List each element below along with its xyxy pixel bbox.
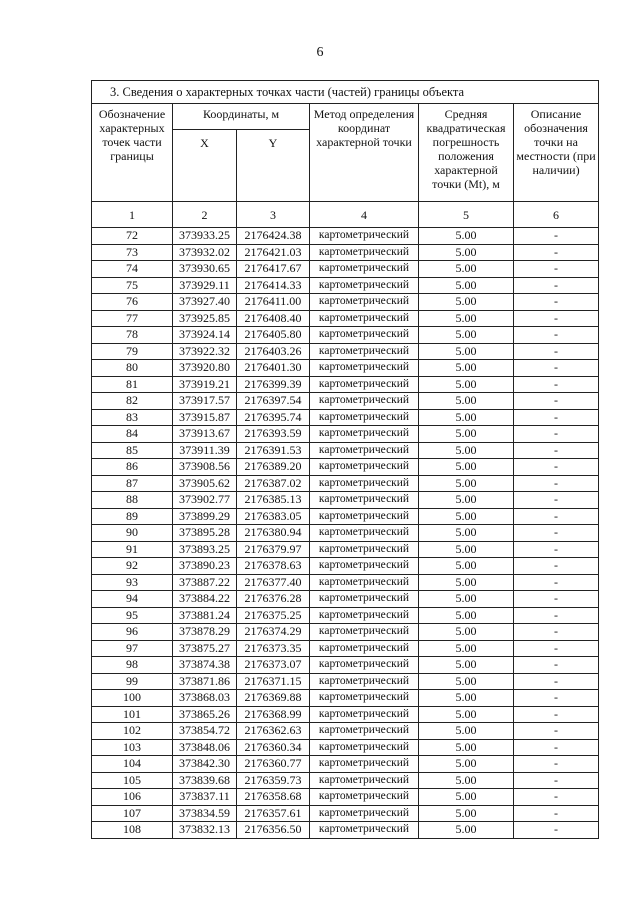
- table-row: [92, 607, 599, 624]
- cell-accuracy: 5.00: [419, 294, 514, 311]
- cell-accuracy: 5.00: [419, 690, 514, 707]
- cell-point-number: 99: [92, 673, 173, 690]
- cell-description: -: [514, 393, 599, 410]
- cell-point-number: 105: [92, 772, 173, 789]
- cell-y: 2176375.25: [237, 607, 310, 624]
- table-row: [92, 657, 599, 674]
- table-row: [92, 327, 599, 344]
- cell-y: 2176397.54: [237, 393, 310, 410]
- table-row: [92, 772, 599, 789]
- cell-accuracy: 5.00: [419, 277, 514, 294]
- header-method: Метод определения координат характерной точки: [310, 104, 419, 202]
- cell-description: -: [514, 244, 599, 261]
- cell-y: 2176380.94: [237, 525, 310, 542]
- cell-method: картометрический: [310, 525, 419, 542]
- cell-y: 2176379.97: [237, 541, 310, 558]
- cell-x: 373834.59: [173, 805, 237, 822]
- cell-description: -: [514, 442, 599, 459]
- table-row: [92, 525, 599, 542]
- cell-method: картометрический: [310, 558, 419, 575]
- cell-x: 373925.85: [173, 310, 237, 327]
- cell-description: -: [514, 739, 599, 756]
- cell-x: 373924.14: [173, 327, 237, 344]
- cell-point-number: 95: [92, 607, 173, 624]
- cell-accuracy: 5.00: [419, 558, 514, 575]
- cell-description: -: [514, 277, 599, 294]
- section-title-row: [92, 81, 599, 104]
- cell-point-number: 74: [92, 261, 173, 278]
- table-row: [92, 673, 599, 690]
- cell-point-number: 84: [92, 426, 173, 443]
- table-row: [92, 805, 599, 822]
- cell-description: -: [514, 310, 599, 327]
- table-row: [92, 558, 599, 575]
- cell-method: картометрический: [310, 360, 419, 377]
- cell-y: 2176368.99: [237, 706, 310, 723]
- cell-accuracy: 5.00: [419, 706, 514, 723]
- cell-point-number: 103: [92, 739, 173, 756]
- section-title: 3. Сведения о характерных точках части (частей) границы объекта: [92, 81, 599, 104]
- table-row: [92, 244, 599, 261]
- cell-point-number: 104: [92, 756, 173, 773]
- cell-point-number: 108: [92, 822, 173, 839]
- cell-description: -: [514, 805, 599, 822]
- cell-accuracy: 5.00: [419, 475, 514, 492]
- cell-x: 373887.22: [173, 574, 237, 591]
- cell-description: -: [514, 574, 599, 591]
- cell-point-number: 75: [92, 277, 173, 294]
- cell-method: картометрический: [310, 294, 419, 311]
- cell-y: 2176417.67: [237, 261, 310, 278]
- table-row: [92, 756, 599, 773]
- cell-x: 373878.29: [173, 624, 237, 641]
- cell-y: 2176424.38: [237, 228, 310, 245]
- cell-point-number: 106: [92, 789, 173, 806]
- cell-point-number: 94: [92, 591, 173, 608]
- cell-point-number: 76: [92, 294, 173, 311]
- cell-accuracy: 5.00: [419, 624, 514, 641]
- cell-x: 373893.25: [173, 541, 237, 558]
- table-row: [92, 789, 599, 806]
- cell-accuracy: 5.00: [419, 723, 514, 740]
- cell-method: картометрический: [310, 228, 419, 245]
- cell-description: -: [514, 756, 599, 773]
- cell-point-number: 93: [92, 574, 173, 591]
- cell-accuracy: 5.00: [419, 772, 514, 789]
- cell-x: 373868.03: [173, 690, 237, 707]
- cell-method: картометрический: [310, 459, 419, 476]
- cell-method: картометрический: [310, 261, 419, 278]
- cell-x: 373917.57: [173, 393, 237, 410]
- cell-y: 2176376.28: [237, 591, 310, 608]
- cell-x: 373837.11: [173, 789, 237, 806]
- cell-x: 373932.02: [173, 244, 237, 261]
- cell-point-number: 77: [92, 310, 173, 327]
- cell-description: -: [514, 624, 599, 641]
- cell-x: 373839.68: [173, 772, 237, 789]
- cell-y: 2176374.29: [237, 624, 310, 641]
- cell-x: 373911.39: [173, 442, 237, 459]
- cell-y: 2176387.02: [237, 475, 310, 492]
- cell-method: картометрический: [310, 343, 419, 360]
- table-row: [92, 261, 599, 278]
- boundary-points-table: [91, 80, 599, 839]
- cell-point-number: 88: [92, 492, 173, 509]
- cell-point-number: 78: [92, 327, 173, 344]
- cell-description: -: [514, 723, 599, 740]
- cell-accuracy: 5.00: [419, 228, 514, 245]
- cell-x: 373865.26: [173, 706, 237, 723]
- cell-accuracy: 5.00: [419, 673, 514, 690]
- table-row: [92, 426, 599, 443]
- cell-method: картометрический: [310, 673, 419, 690]
- cell-method: картометрический: [310, 376, 419, 393]
- table-row: [92, 409, 599, 426]
- cell-y: 2176405.80: [237, 327, 310, 344]
- column-number: 2: [173, 202, 237, 228]
- cell-y: 2176373.07: [237, 657, 310, 674]
- cell-y: 2176356.50: [237, 822, 310, 839]
- cell-description: -: [514, 525, 599, 542]
- cell-y: 2176401.30: [237, 360, 310, 377]
- cell-y: 2176358.68: [237, 789, 310, 806]
- cell-x: 373881.24: [173, 607, 237, 624]
- cell-point-number: 97: [92, 640, 173, 657]
- cell-point-number: 87: [92, 475, 173, 492]
- cell-x: 373930.65: [173, 261, 237, 278]
- table-row: [92, 591, 599, 608]
- cell-accuracy: 5.00: [419, 541, 514, 558]
- cell-description: -: [514, 772, 599, 789]
- cell-accuracy: 5.00: [419, 574, 514, 591]
- cell-method: картометрический: [310, 591, 419, 608]
- cell-x: 373919.21: [173, 376, 237, 393]
- table-row: [92, 343, 599, 360]
- table-row: [92, 277, 599, 294]
- cell-description: -: [514, 607, 599, 624]
- cell-x: 373871.86: [173, 673, 237, 690]
- table-row: [92, 624, 599, 641]
- cell-y: 2176360.34: [237, 739, 310, 756]
- cell-description: -: [514, 789, 599, 806]
- column-number: 6: [514, 202, 599, 228]
- cell-y: 2176408.40: [237, 310, 310, 327]
- cell-y: 2176377.40: [237, 574, 310, 591]
- cell-point-number: 86: [92, 459, 173, 476]
- cell-description: -: [514, 690, 599, 707]
- cell-point-number: 107: [92, 805, 173, 822]
- header-y: Y: [237, 130, 310, 202]
- cell-point-number: 91: [92, 541, 173, 558]
- cell-y: 2176414.33: [237, 277, 310, 294]
- cell-point-number: 92: [92, 558, 173, 575]
- cell-method: картометрический: [310, 244, 419, 261]
- cell-y: 2176369.88: [237, 690, 310, 707]
- cell-point-number: 98: [92, 657, 173, 674]
- cell-method: картометрический: [310, 640, 419, 657]
- cell-method: картометрический: [310, 706, 419, 723]
- cell-accuracy: 5.00: [419, 360, 514, 377]
- column-number: 1: [92, 202, 173, 228]
- cell-point-number: 82: [92, 393, 173, 410]
- cell-description: -: [514, 591, 599, 608]
- cell-point-number: 89: [92, 508, 173, 525]
- cell-y: 2176399.39: [237, 376, 310, 393]
- cell-method: картометрический: [310, 657, 419, 674]
- cell-x: 373929.11: [173, 277, 237, 294]
- cell-accuracy: 5.00: [419, 525, 514, 542]
- cell-method: картометрический: [310, 277, 419, 294]
- cell-method: картометрический: [310, 772, 419, 789]
- cell-description: -: [514, 475, 599, 492]
- cell-x: 373895.28: [173, 525, 237, 542]
- cell-y: 2176359.73: [237, 772, 310, 789]
- cell-y: 2176360.77: [237, 756, 310, 773]
- cell-method: картометрический: [310, 624, 419, 641]
- cell-x: 373890.23: [173, 558, 237, 575]
- cell-method: картометрический: [310, 310, 419, 327]
- cell-x: 373915.87: [173, 409, 237, 426]
- cell-method: картометрический: [310, 789, 419, 806]
- cell-accuracy: 5.00: [419, 442, 514, 459]
- cell-point-number: 85: [92, 442, 173, 459]
- cell-y: 2176378.63: [237, 558, 310, 575]
- cell-accuracy: 5.00: [419, 409, 514, 426]
- cell-y: 2176371.15: [237, 673, 310, 690]
- table-row: [92, 640, 599, 657]
- cell-accuracy: 5.00: [419, 805, 514, 822]
- cell-point-number: 79: [92, 343, 173, 360]
- column-number: 3: [237, 202, 310, 228]
- cell-y: 2176389.20: [237, 459, 310, 476]
- column-number-row: [92, 202, 599, 228]
- header-accuracy: Средняя квадратическая погрешность положения характерной точки (Mt), м: [419, 104, 514, 202]
- cell-method: картометрический: [310, 723, 419, 740]
- table-row: [92, 459, 599, 476]
- cell-description: -: [514, 261, 599, 278]
- cell-description: -: [514, 376, 599, 393]
- cell-point-number: 72: [92, 228, 173, 245]
- cell-x: 373927.40: [173, 294, 237, 311]
- cell-accuracy: 5.00: [419, 492, 514, 509]
- column-number: 5: [419, 202, 514, 228]
- cell-point-number: 81: [92, 376, 173, 393]
- cell-point-number: 102: [92, 723, 173, 740]
- cell-description: -: [514, 822, 599, 839]
- cell-accuracy: 5.00: [419, 310, 514, 327]
- cell-description: -: [514, 492, 599, 509]
- cell-x: 373899.29: [173, 508, 237, 525]
- table-row: [92, 739, 599, 756]
- table-row: [92, 541, 599, 558]
- cell-accuracy: 5.00: [419, 508, 514, 525]
- cell-accuracy: 5.00: [419, 739, 514, 756]
- cell-point-number: 73: [92, 244, 173, 261]
- cell-description: -: [514, 541, 599, 558]
- header-point-designation: Обозначение характерных точек части границы: [92, 104, 173, 202]
- cell-description: -: [514, 459, 599, 476]
- cell-y: 2176357.61: [237, 805, 310, 822]
- table-row: [92, 442, 599, 459]
- cell-x: 373922.32: [173, 343, 237, 360]
- cell-accuracy: 5.00: [419, 591, 514, 608]
- cell-description: -: [514, 640, 599, 657]
- cell-x: 373875.27: [173, 640, 237, 657]
- cell-method: картометрический: [310, 409, 419, 426]
- table-row: [92, 706, 599, 723]
- header-coordinates: Координаты, м: [173, 104, 310, 130]
- column-number: 4: [310, 202, 419, 228]
- cell-method: картометрический: [310, 822, 419, 839]
- cell-point-number: 83: [92, 409, 173, 426]
- cell-accuracy: 5.00: [419, 657, 514, 674]
- cell-description: -: [514, 558, 599, 575]
- cell-y: 2176391.53: [237, 442, 310, 459]
- cell-accuracy: 5.00: [419, 789, 514, 806]
- table-row: [92, 690, 599, 707]
- cell-x: 373884.22: [173, 591, 237, 608]
- cell-accuracy: 5.00: [419, 343, 514, 360]
- cell-accuracy: 5.00: [419, 607, 514, 624]
- cell-description: -: [514, 426, 599, 443]
- cell-x: 373832.13: [173, 822, 237, 839]
- cell-description: -: [514, 508, 599, 525]
- cell-method: картометрический: [310, 426, 419, 443]
- cell-y: 2176373.35: [237, 640, 310, 657]
- cell-point-number: 100: [92, 690, 173, 707]
- table-row: [92, 310, 599, 327]
- table-row: [92, 294, 599, 311]
- cell-description: -: [514, 294, 599, 311]
- cell-point-number: 96: [92, 624, 173, 641]
- cell-accuracy: 5.00: [419, 327, 514, 344]
- table-row: [92, 360, 599, 377]
- cell-point-number: 80: [92, 360, 173, 377]
- cell-description: -: [514, 327, 599, 344]
- cell-method: картометрический: [310, 393, 419, 410]
- cell-accuracy: 5.00: [419, 756, 514, 773]
- cell-x: 373842.30: [173, 756, 237, 773]
- cell-accuracy: 5.00: [419, 640, 514, 657]
- cell-y: 2176403.26: [237, 343, 310, 360]
- cell-point-number: 101: [92, 706, 173, 723]
- table-row: [92, 492, 599, 509]
- cell-method: картометрический: [310, 805, 419, 822]
- cell-description: -: [514, 228, 599, 245]
- cell-accuracy: 5.00: [419, 376, 514, 393]
- cell-y: 2176362.63: [237, 723, 310, 740]
- cell-description: -: [514, 673, 599, 690]
- header-description: Описание обозначения точки на местности (при наличии): [514, 104, 599, 202]
- cell-y: 2176393.59: [237, 426, 310, 443]
- cell-point-number: 90: [92, 525, 173, 542]
- table-row: [92, 508, 599, 525]
- cell-method: картометрический: [310, 541, 419, 558]
- table-row: [92, 822, 599, 839]
- cell-x: 373905.62: [173, 475, 237, 492]
- cell-x: 373908.56: [173, 459, 237, 476]
- table-row: [92, 228, 599, 245]
- cell-x: 373874.38: [173, 657, 237, 674]
- cell-x: 373920.80: [173, 360, 237, 377]
- cell-method: картометрический: [310, 607, 419, 624]
- cell-x: 373913.67: [173, 426, 237, 443]
- cell-y: 2176421.03: [237, 244, 310, 261]
- cell-y: 2176385.13: [237, 492, 310, 509]
- cell-method: картометрический: [310, 690, 419, 707]
- cell-description: -: [514, 657, 599, 674]
- cell-method: картометрический: [310, 574, 419, 591]
- cell-description: -: [514, 706, 599, 723]
- table-row: [92, 376, 599, 393]
- cell-accuracy: 5.00: [419, 393, 514, 410]
- cell-accuracy: 5.00: [419, 822, 514, 839]
- cell-method: картометрический: [310, 327, 419, 344]
- cell-y: 2176395.74: [237, 409, 310, 426]
- cell-accuracy: 5.00: [419, 459, 514, 476]
- table-row: [92, 723, 599, 740]
- cell-accuracy: 5.00: [419, 261, 514, 278]
- cell-x: 373854.72: [173, 723, 237, 740]
- cell-method: картометрический: [310, 475, 419, 492]
- cell-accuracy: 5.00: [419, 244, 514, 261]
- cell-accuracy: 5.00: [419, 426, 514, 443]
- cell-method: картометрический: [310, 756, 419, 773]
- cell-x: 373848.06: [173, 739, 237, 756]
- header-x: X: [173, 130, 237, 202]
- cell-description: -: [514, 409, 599, 426]
- cell-method: картометрический: [310, 739, 419, 756]
- cell-description: -: [514, 360, 599, 377]
- table-row: [92, 475, 599, 492]
- cell-x: 373902.77: [173, 492, 237, 509]
- cell-x: 373933.25: [173, 228, 237, 245]
- cell-y: 2176411.00: [237, 294, 310, 311]
- page-number: 6: [316, 45, 324, 60]
- table-row: [92, 393, 599, 410]
- table-row: [92, 574, 599, 591]
- cell-method: картометрический: [310, 492, 419, 509]
- cell-method: картометрический: [310, 442, 419, 459]
- cell-y: 2176383.05: [237, 508, 310, 525]
- cell-description: -: [514, 343, 599, 360]
- header-row-1: [92, 104, 599, 130]
- cell-method: картометрический: [310, 508, 419, 525]
